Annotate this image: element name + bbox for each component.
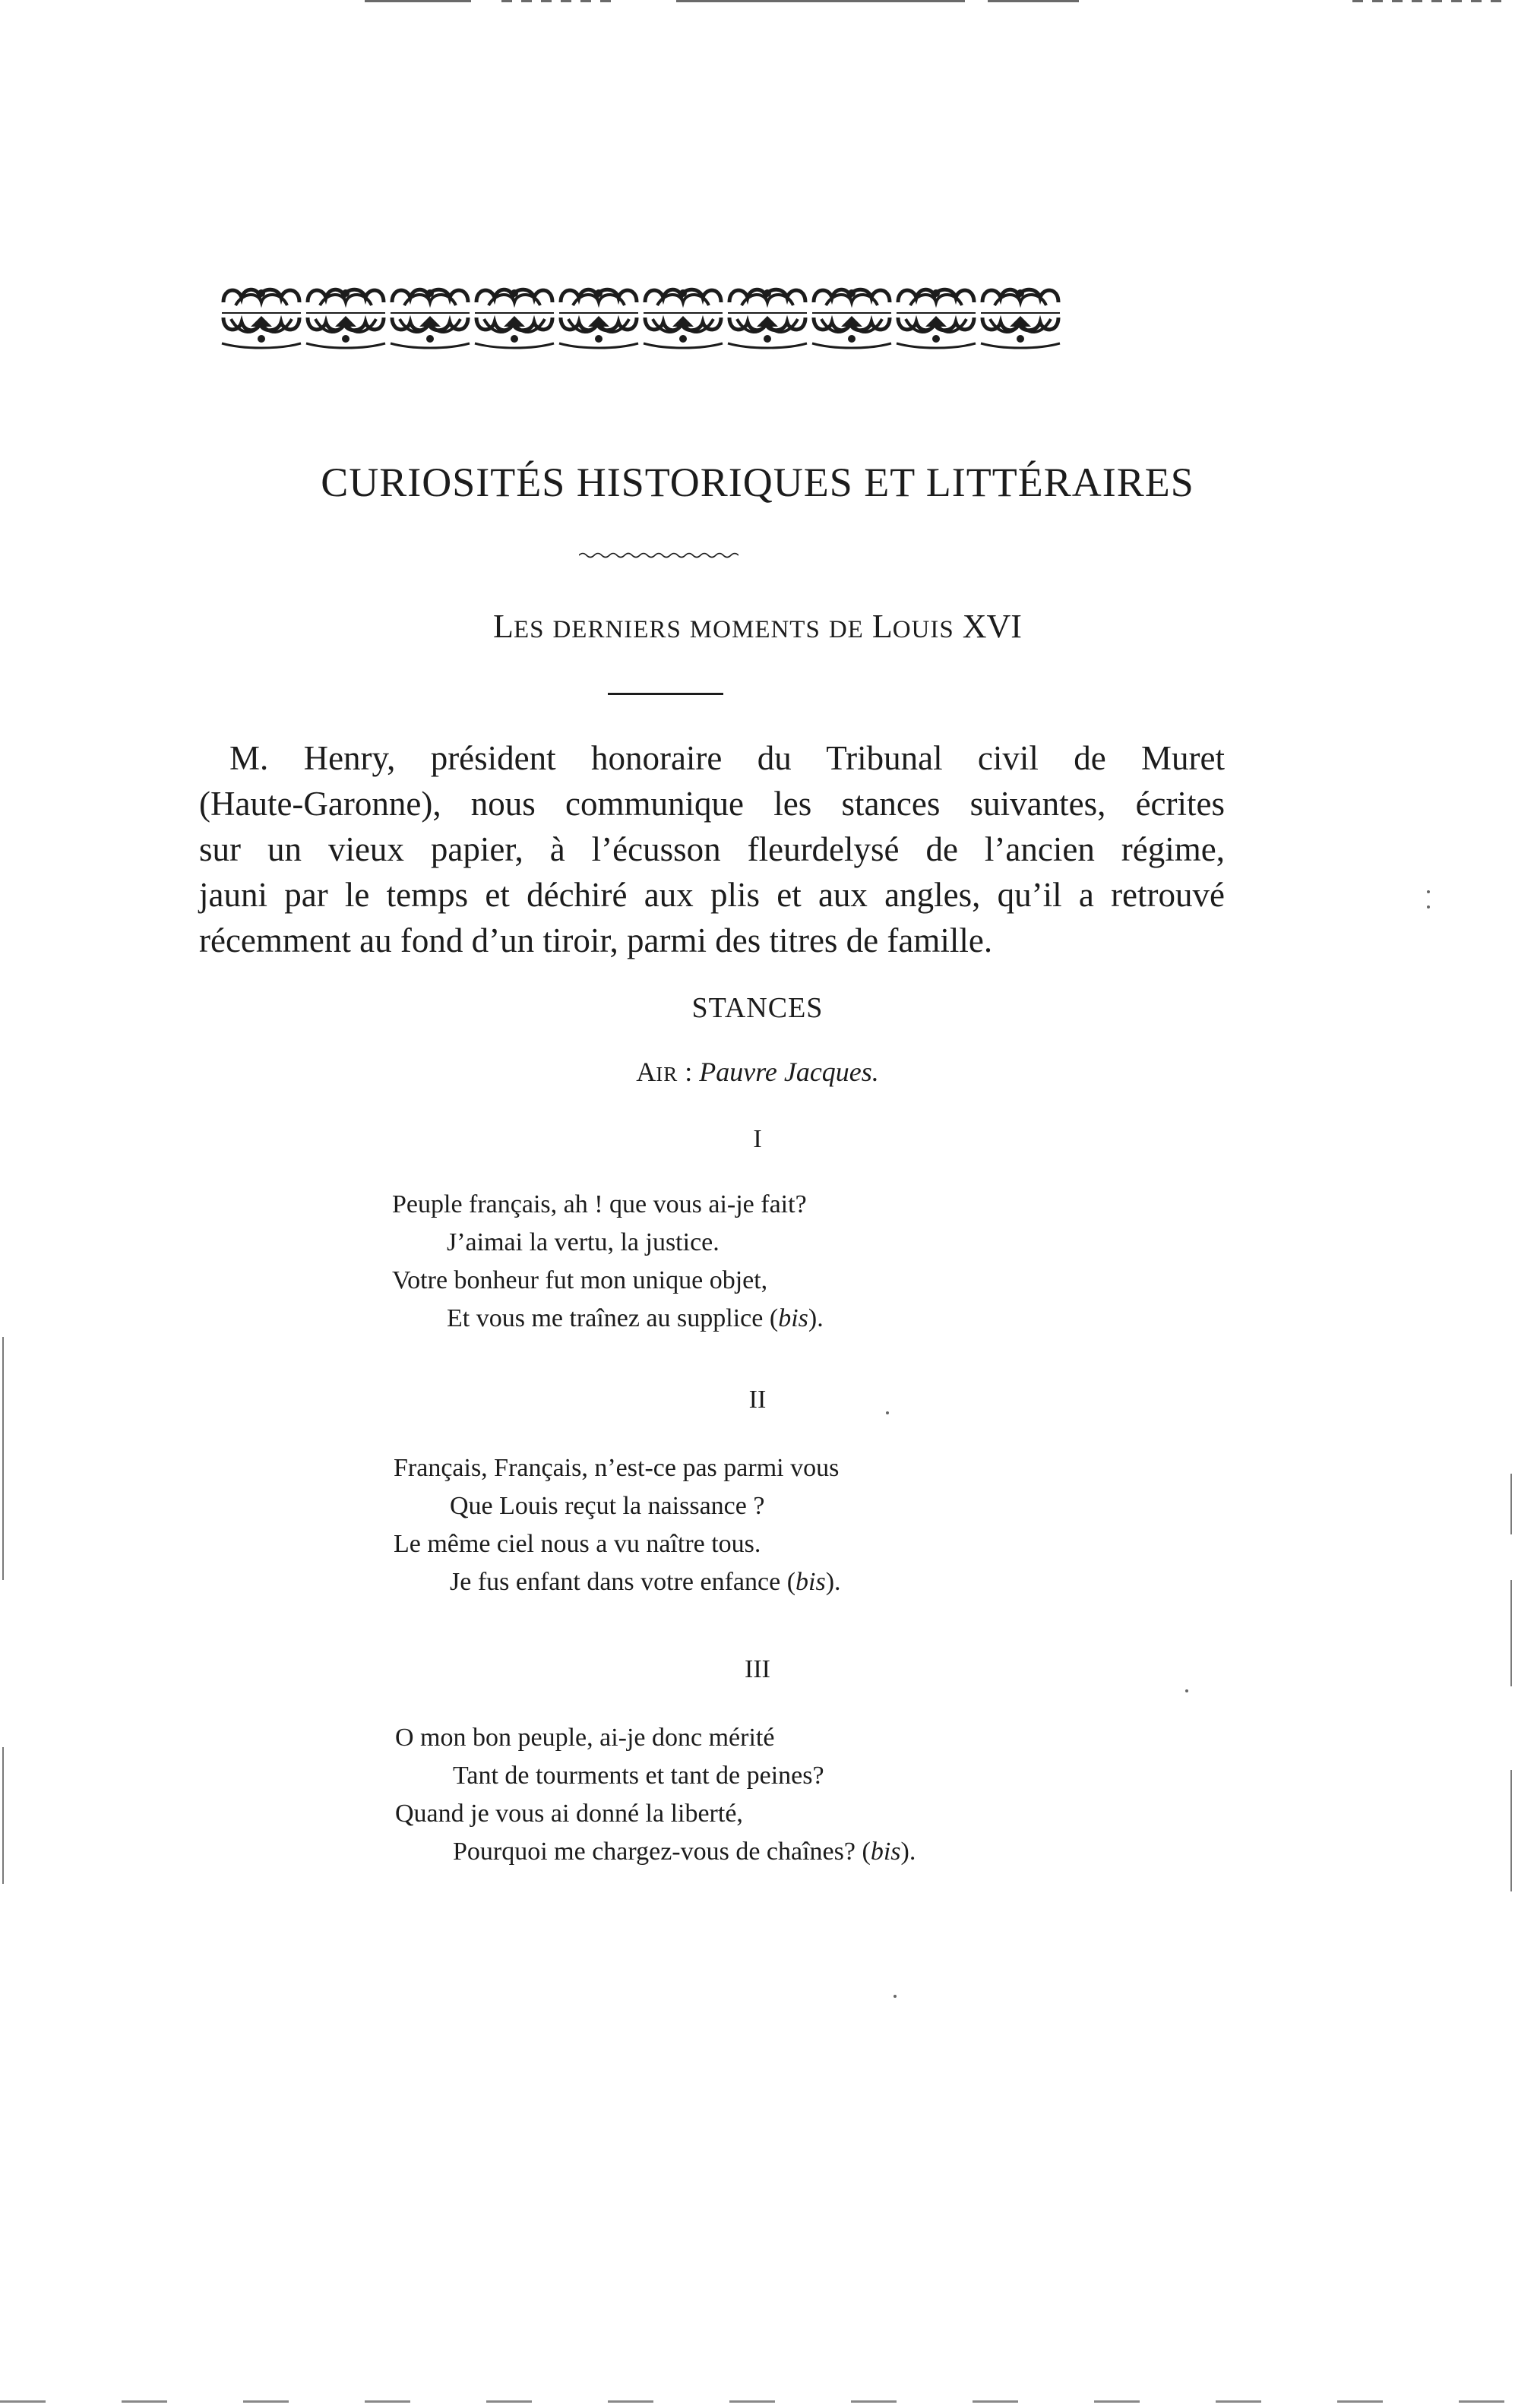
section-title: CURIOSITÉS HISTORIQUES ET LITTÉRAIRES [321, 460, 1194, 505]
subtitle-les-initial: L [493, 608, 514, 645]
verse-line: O mon bon peuple, ai-je donc mérité [395, 1724, 775, 1752]
air-initial: A [636, 1057, 656, 1087]
air-rest: IR [656, 1063, 678, 1085]
scan-artifact-top [676, 0, 965, 2]
scan-artifact-top [1352, 0, 1504, 2]
stanza-numeral: III [745, 1655, 770, 1683]
verse-line: Peuple français, ah ! que vous ai-je fait? [392, 1190, 807, 1218]
intro-line: jauni par le temps et déchiré aux plis et aux angles, qu’il a retrouvé [199, 876, 1225, 914]
subtitle-louis-rest: OUIS [892, 616, 954, 643]
margin-mark [2, 1747, 4, 1884]
verse-line-with-refrain: Je fus enfant dans votre enfance (bis). [450, 1568, 841, 1596]
verse-line: Que Louis reçut la naissance ? [450, 1492, 765, 1520]
subtitle-rule [608, 693, 723, 695]
intro-line: M. Henry, président honoraire du Tribunal civil de Muret [229, 739, 1225, 777]
scan-artifact-bottom [0, 2400, 1515, 2403]
subtitle-les-rest: ES [513, 616, 545, 643]
scan-artifact-top [365, 0, 471, 2]
subtitle-de: DE [828, 616, 864, 643]
scan-artifact-top [501, 0, 615, 2]
refrain-close: ). [900, 1838, 916, 1866]
refrain-close: ). [808, 1304, 824, 1332]
scan-artifact-top [988, 0, 1079, 2]
verse-line: J’aimai la vertu, la justice. [447, 1228, 720, 1256]
stanza-numeral: I [753, 1125, 762, 1153]
subtitle-xvi: XVI [962, 608, 1022, 645]
scan-speck [894, 1995, 897, 1998]
title-ornamental-rule [579, 551, 739, 559]
scan-speck [1427, 890, 1430, 893]
subtitle-louis-initial: L [871, 608, 893, 645]
refrain-mark: bis [870, 1838, 901, 1866]
verse-line: Votre bonheur fut mon unique objet, [392, 1266, 768, 1294]
intro-line: récemment au fond d’un tiroir, parmi des titres de famille. [199, 921, 993, 959]
ornamental-header-band [220, 283, 1090, 351]
verse-text: Pourquoi me chargez-vous de chaînes? [453, 1838, 856, 1866]
margin-mark [2, 1337, 4, 1580]
intro-line: (Haute-Garonne), nous communique les stances suivantes, écrites [199, 785, 1225, 823]
margin-mark [1510, 1770, 1512, 1891]
verse-line: Français, Français, n’est-ce pas parmi vous [394, 1454, 840, 1482]
poem-title: STANCES [691, 992, 824, 1024]
air-tune-name: Pauvre Jacques. [699, 1057, 879, 1087]
verse-line: Le même ciel nous a vu naître tous. [394, 1530, 761, 1558]
verse-line: Quand je vous ai donné la liberté, [395, 1800, 743, 1828]
verse-line-with-refrain: Et vous me traînez au supplice (bis). [447, 1304, 824, 1332]
poem-air-line [0, 1053, 1515, 1093]
refrain-mark: bis [778, 1304, 808, 1332]
scan-speck [1185, 1689, 1188, 1692]
article-subtitle [0, 604, 1515, 653]
scan-speck [1427, 905, 1430, 909]
refrain-close: ). [825, 1568, 841, 1596]
verse-line: Tant de tourments et tant de peines? [453, 1762, 824, 1790]
subtitle-moments: MOMENTS [689, 616, 821, 643]
verse-text: Je fus enfant dans votre enfance [450, 1568, 781, 1596]
verse-text: Et vous me traînez au supplice [447, 1304, 764, 1332]
intro-line: sur un vieux papier, à l’écusson fleurdelysé de l’ancien régime, [199, 830, 1225, 868]
verse-line-with-refrain: Pourquoi me chargez-vous de chaînes? (bis). [453, 1838, 916, 1866]
stanza-numeral: II [748, 1386, 767, 1414]
refrain-mark: bis [795, 1568, 826, 1596]
subtitle-derniers: DERNIERS [552, 616, 682, 643]
margin-mark [1510, 1474, 1512, 1534]
air-colon: : [685, 1057, 693, 1087]
intro-paragraph [199, 735, 1225, 963]
